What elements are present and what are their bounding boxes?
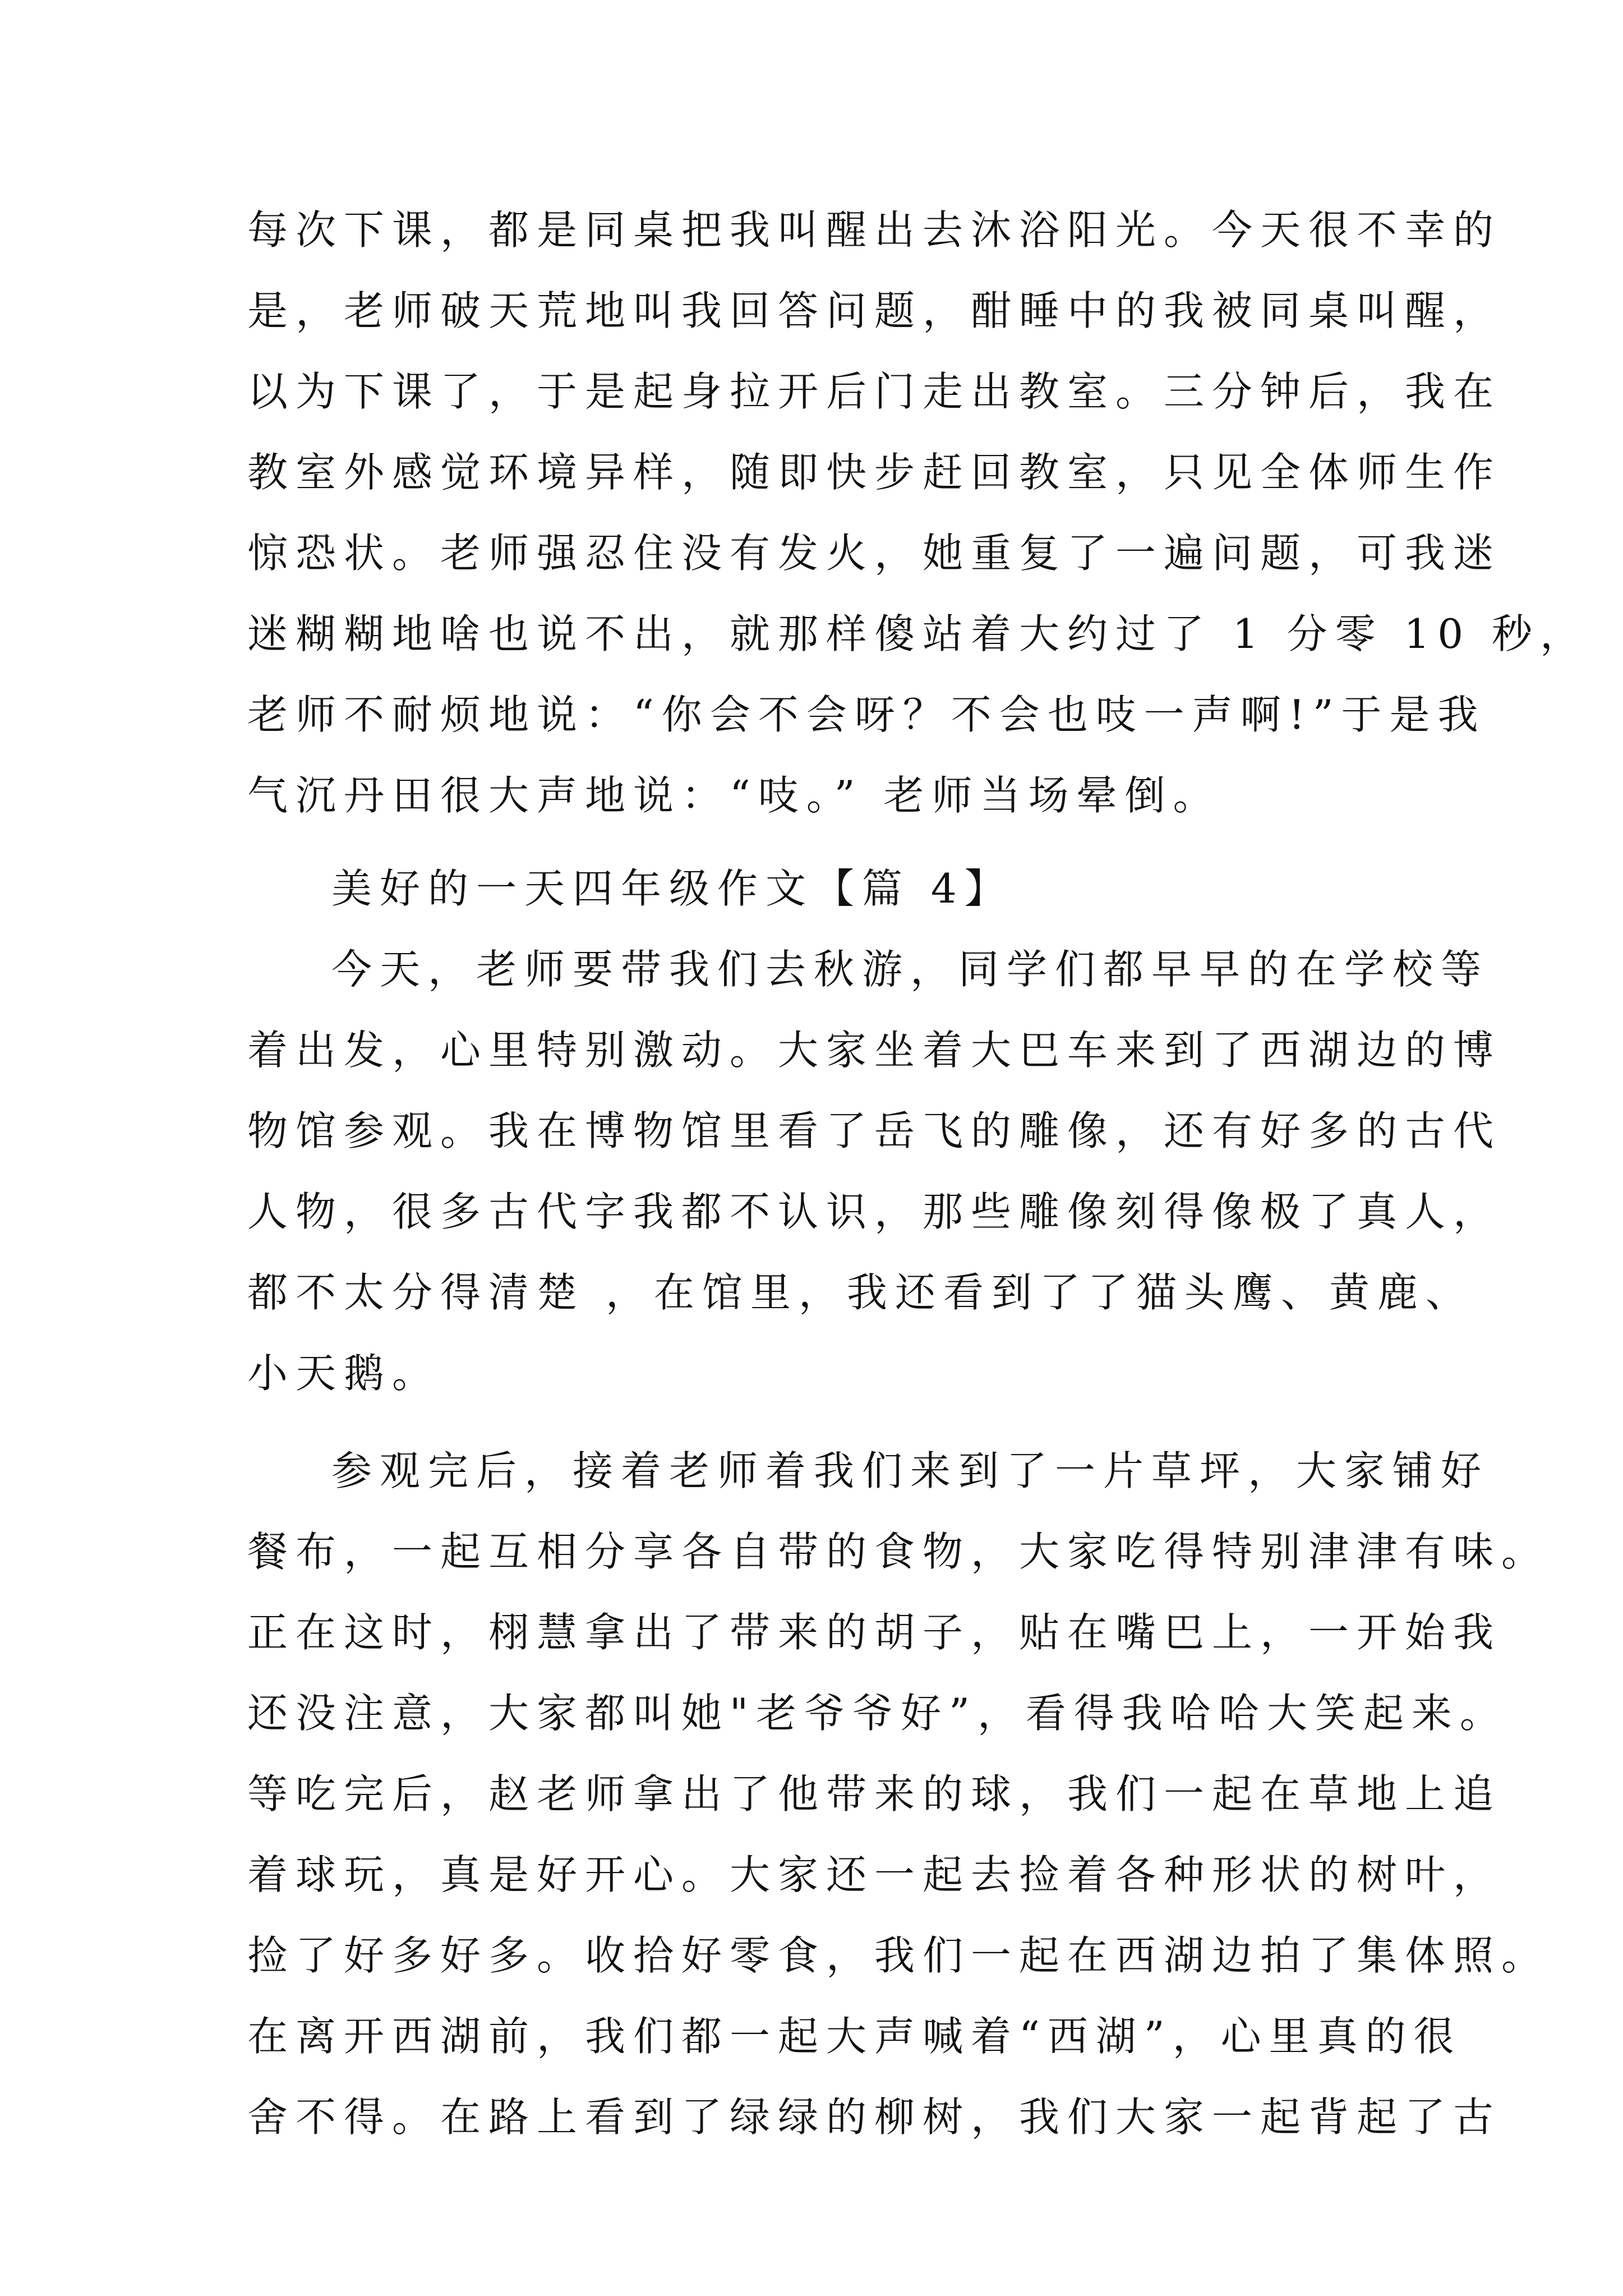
text-line: 人物，很多古代字我都不认识，那些雕像刻得像极了真人，	[247, 1188, 1502, 1235]
document-body	[247, 190, 1588, 2157]
text-line: 气沉丹田很大声地说：“吱。” 老师当场晕倒。	[247, 772, 1221, 819]
text-line: 物馆参观。我在博物馆里看了岳飞的雕像，还有好多的古代	[247, 1107, 1502, 1154]
section-heading: 美好的一天四年级作文【篇 4】	[331, 865, 1013, 912]
text-line: 着球玩，真是好开心。大家还一起去捡着各种形状的树叶，	[247, 1851, 1502, 1898]
text-line: 迷糊糊地啥也说不出，就那样傻站着大约过了 1 分零 10 秒，	[247, 610, 1588, 657]
text-line: 等吃完后，赵老师拿出了他带来的球，我们一起在草地上追	[247, 1770, 1502, 1818]
text-line: 着出发，心里特别激动。大家坐着大巴车来到了西湖边的博	[247, 1027, 1502, 1074]
text-line: 是，老师破天荒地叫我回答问题，酣睡中的我被同桌叫醒，	[247, 287, 1502, 334]
text-line: 舍不得。在路上看到了绿绿的柳树，我们大家一起背起了古	[247, 2093, 1502, 2141]
text-line: 惊恐状。老师强忍住没有发火，她重复了一遍问题，可我迷	[247, 530, 1502, 577]
text-line: 在离开西湖前，我们都一起大声喊着“西湖”，心里真的很	[247, 2013, 1462, 2060]
text-line: 还没注意，大家都叫她"老爷爷好”，看得我哈哈大笑起来。	[247, 1690, 1508, 1737]
text-line: 捡了好多好多。收拾好零食，我们一起在西湖边拍了集体照。	[247, 1932, 1550, 1979]
text-line: 每次下课，都是同桌把我叫醒出去沐浴阳光。今天很不幸的	[247, 206, 1502, 254]
text-line: 以为下课了，于是起身拉开后门走出教室。三分钟后，我在	[247, 368, 1502, 415]
text-line: 都不太分得清楚 ，在馆里，我还看到了了猫头鹰、黄鹿、	[247, 1269, 1474, 1316]
text-line: 教室外感觉环境异样，随即快步赶回教室，只见全体师生作	[247, 449, 1502, 496]
text-line: 正在这时，栩慧拿出了带来的胡子，贴在嘴巴上，一开始我	[247, 1609, 1502, 1656]
text-line: 餐布，一起互相分享各自带的食物，大家吃得特别津津有味。	[247, 1528, 1550, 1575]
paragraph-first-line: 参观完后，接着老师着我们来到了一片草坪，大家铺好	[331, 1447, 1490, 1494]
text-line: 小天鹅。	[247, 1350, 441, 1397]
text-line: 老师不耐烦地说：“你会不会呀？不会也吱一声啊!”于是我	[247, 691, 1486, 738]
paragraph-first-line: 今天，老师要带我们去秋游，同学们都早早的在学校等	[331, 946, 1490, 993]
